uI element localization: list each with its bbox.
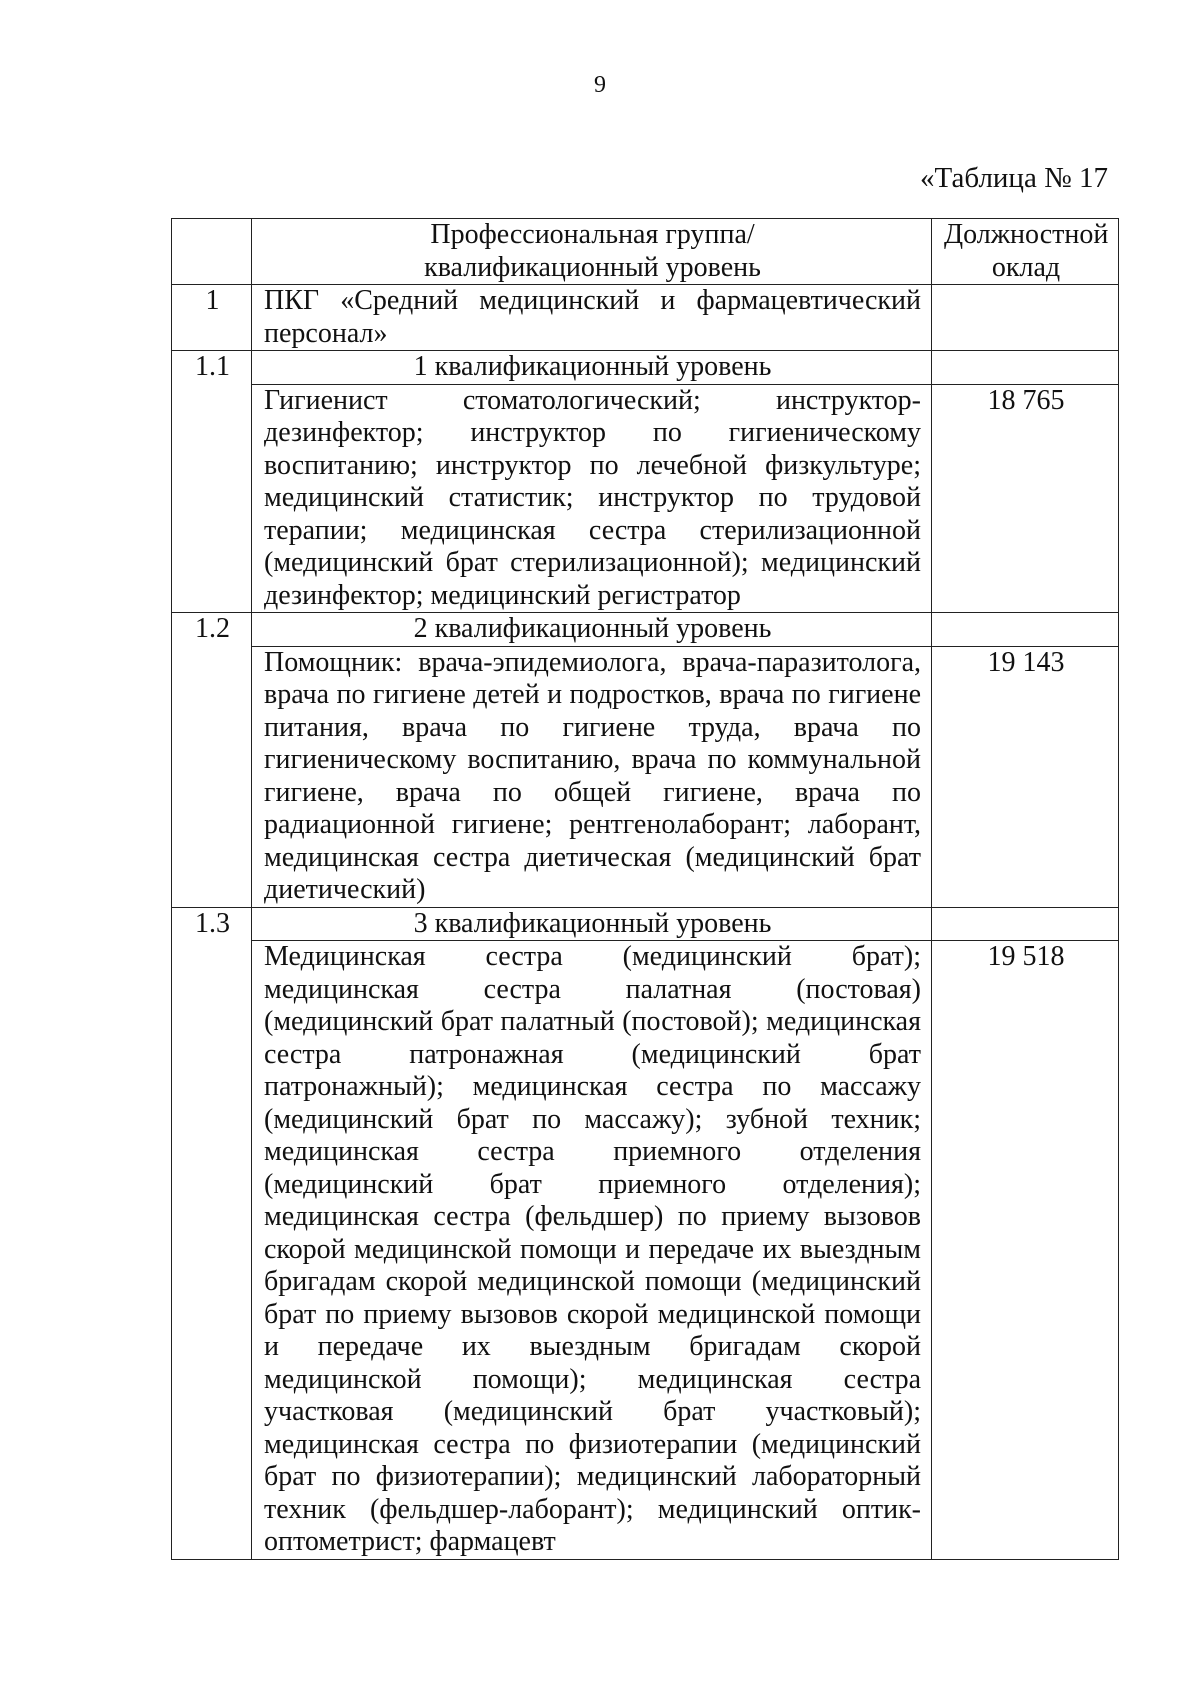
header-num-cell: [172, 219, 252, 285]
row-num-cell: 1.3: [172, 907, 252, 1559]
salary-cell: 18 765: [932, 384, 1119, 613]
header-salary-cell: [932, 219, 1119, 285]
table-row-group: [172, 285, 1119, 351]
group-name-cell: ПКГ «Средний медицинский и фармацевтический персонал»: [252, 285, 932, 351]
row-num-cell: 1.2: [172, 613, 252, 908]
table-row-positions: [172, 384, 1119, 613]
level-title-cell: 3 квалификационный уровень: [252, 907, 932, 941]
header-salary-line-2: оклад: [991, 251, 1061, 283]
table-row-positions: [172, 646, 1119, 907]
table-row-level: [172, 613, 1119, 647]
table-row-level: [172, 907, 1119, 941]
level-title-cell: 2 квалификационный уровень: [252, 613, 932, 647]
table-row-positions: [172, 941, 1119, 1560]
salary-table: [171, 218, 1119, 1560]
salary-cell-empty: [932, 613, 1119, 647]
salary-cell-empty: [932, 907, 1119, 941]
table-caption: «Таблица № 17: [920, 162, 1108, 194]
level-title-cell: 1 квалификационный уровень: [252, 351, 932, 385]
positions-cell: Гигиенист стоматологический; инструктор-дезинфектор; инструктор по гигиеническому воспитанию; инструктор по лечебной физкультуре; медицинский статистик; инструктор по трудовой терапии; медицинская сестра стерилизационной (медицинский брат стерилизационной); медицинский дезинфектор; медицинский регистратор: [252, 384, 932, 613]
page-number: 9: [594, 72, 606, 98]
salary-cell: [932, 285, 1119, 351]
header-group-cell: [252, 219, 932, 285]
header-group-line-2: квалификационный уровень: [424, 251, 761, 283]
salary-cell: 19 143: [932, 646, 1119, 907]
positions-cell: Медицинская сестра (медицинский брат); медицинская сестра палатная (постовая) (медицинский брат палатный (постовой); медицинская сестра патронажная (медицинский брат патронажный); медицинская сестра по массажу (медицинский брат по массажу); зубной техник; медицинская сестра приемного отделения (медицинский брат приемного отделения); медицинская сестра (фельдшер) по приему вызовов скорой медицинской помощи и передаче их выездным бригадам скорой медицинской помощи (медицинский брат по приему вызовов скорой медицинской помощи и передаче их выездным бригадам скорой медицинской помощи); медицинская сестра участковая (медицинский брат участковый); медицинская сестра по физиотерапии (медицинский брат по физиотерапии); медицинский лабораторный техник (фельдшер-лаборант); медицинский оптик-оптометрист; фармацевт: [252, 941, 932, 1560]
positions-cell: Помощник: врача-эпидемиолога, врача-паразитолога, врача по гигиене детей и подростков, врача по гигиене питания, врача по гигиене труда, врача по гигиеническому воспитанию, врача по коммунальной гигиене, врача по общей гигиене, врача по радиационной гигиене; рентгенолаборант; лаборант, медицинская сестра диетическая (медицинский брат диетический): [252, 646, 932, 907]
salary-cell: 19 518: [932, 941, 1119, 1560]
salary-cell-empty: [932, 351, 1119, 385]
row-num-cell: 1: [172, 285, 252, 351]
table-row-level: [172, 351, 1119, 385]
header-group-line-1: Профессиональная группа/: [430, 219, 755, 250]
table-header-row: [172, 219, 1119, 285]
header-salary-line-1: Должностной: [944, 219, 1109, 250]
row-num-cell: 1.1: [172, 351, 252, 613]
